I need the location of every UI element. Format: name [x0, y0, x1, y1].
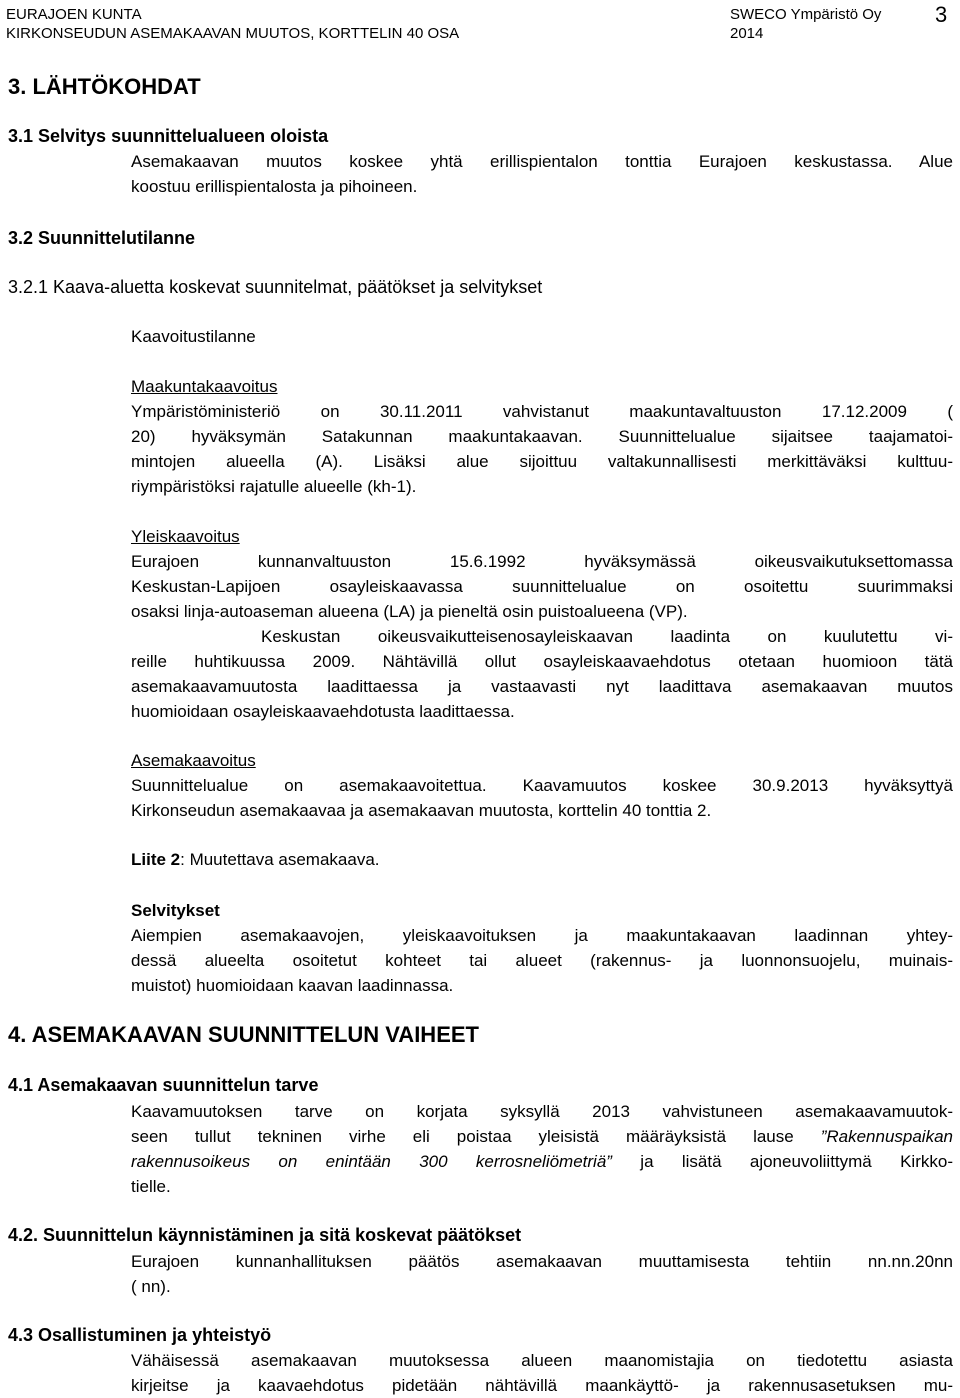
selvitykset-heading: Selvitykset: [131, 901, 220, 920]
section-3-1-body: [131, 149, 953, 199]
text-line: Kirkonseudun asemakaavaa ja asemakaavan muutosta, korttelin 40 tonttia 2.: [131, 801, 712, 820]
text-line: osaksi linja-autoaseman alueena (LA) ja pieneltä osin puistoalueena (VP).: [131, 602, 688, 621]
text-line: Vähäisessä asemakaavan muutoksessa alueen maanomistajia on tiedotettu asiasta: [131, 1351, 953, 1370]
text-line: reille huhtikuussa 2009. Nähtävillä ollut osayleiskaavaehdotus otetaan huomioon tätä: [131, 652, 953, 671]
text-line: huomioidaan osayleiskaavaehdotusta laadittaessa.: [131, 702, 515, 721]
text-run: seen tullut tekninen virhe eli poistaa yleisistä määräyksistä lause: [131, 1127, 821, 1146]
quoted-text: rakennusoikeus on enintään 300 kerrosneliömetriä”: [131, 1152, 612, 1171]
text-line: dessä alueelta osoitetut kohteet tai alueet (rakennus- ja luonnonsuojelu, muinais-: [131, 951, 953, 970]
maakuntakaavoitus-heading: Maakuntakaavoitus: [131, 377, 278, 396]
quoted-text: ”Rakennuspaikan: [820, 1127, 953, 1146]
text-line: [131, 1149, 953, 1174]
kaavoitustilanne-heading: Kaavoitustilanne: [131, 327, 256, 346]
text-line: ( nn).: [131, 1277, 171, 1296]
section-4-2-heading: 4.2. Suunnittelun käynnistäminen ja sitä koskevat päätökset: [8, 1225, 522, 1245]
text-line: Ympäristöministeriö on 30.11.2011 vahvistanut maakuntavaltuuston 17.12.2009 (: [131, 402, 953, 421]
page-number: 3: [935, 2, 948, 27]
text-line: koostuu erillispientalosta ja pihoineen.: [131, 177, 418, 196]
text-line: Eurajoen kunnanvaltuuston 15.6.1992 hyväksymässä oikeusvaikutuksettomassa: [131, 552, 953, 571]
header-year: 2014: [730, 25, 764, 42]
text-line: Suunnittelualue on asemakaavoitettua. Kaavamuutos koskee 30.9.2013 hyväksyttyä: [131, 776, 953, 795]
section-4-1-heading: 4.1 Asemakaavan suunnittelun tarve: [8, 1075, 319, 1095]
section-3-2-1-heading: 3.2.1 Kaava-aluetta koskevat suunnitelmat, päätökset ja selvitykset: [8, 277, 543, 297]
text-line: [131, 1124, 953, 1149]
liite-label: Liite 2: [131, 850, 181, 869]
text-line: Asemakaavan muutos koskee yhtä erillispientalon tonttia Eurajoen keskustassa. Alue: [131, 152, 953, 171]
section-4-1-body: [131, 1099, 953, 1199]
text-line: Eurajoen kunnanhallituksen päätös asemakaavan muuttamisesta tehtiin nn.nn.20nn: [131, 1252, 953, 1271]
section-3-2-heading: 3.2 Suunnittelutilanne: [8, 228, 196, 248]
section-4-3-body: [131, 1348, 953, 1398]
text-line: Keskustan oikeusvaikutteisenosayleiskaavan laadinta on kuulutettu vi-: [261, 627, 953, 646]
text-line: Kaavamuutoksen tarve on korjata syksyllä 2013 vahvistuneen asemakaavamuutok-: [131, 1102, 953, 1121]
text-line: tielle.: [131, 1177, 171, 1196]
section-4-2-body: [131, 1249, 953, 1299]
asemakaavoitus-body: [131, 773, 953, 823]
selvitykset-body: [131, 923, 953, 998]
liite-note: [131, 847, 380, 872]
text-line: 20) hyväksymän Satakunnan maakuntakaavan. Suunnittelualue sijaitsee taajamatoi-: [131, 427, 953, 446]
section-3-heading: 3. LÄHTÖKOHDAT: [8, 74, 201, 99]
header-document-title: KIRKONSEUDUN ASEMAKAAVAN MUUTOS, KORTTELIN 40 OSA: [6, 25, 460, 42]
liite-text: : Muutettava asemakaava.: [180, 850, 380, 869]
text-line: mintojen alueella (A). Lisäksi alue sijoittuu valtakunnallisesti merkittäväksi kulttuu-: [131, 452, 953, 471]
asemakaavoitus-heading: Asemakaavoitus: [131, 751, 256, 770]
text-line: Aiempien asemakaavojen, yleiskaavoituksen ja maakuntakaavan laadinnan yhtey-: [131, 926, 953, 945]
yleiskaavoitus-heading: Yleiskaavoitus: [131, 527, 240, 546]
text-line: kirjeitse ja kaavaehdotus pidetään nähtävillä maankäyttö- ja rakennusasetuksen mu-: [131, 1376, 953, 1395]
yleiskaavoitus-body: [131, 549, 953, 724]
text-line: muistot) huomioidaan kaavan laadinnassa.: [131, 976, 454, 995]
section-4-heading: 4. ASEMAKAAVAN SUUNNITTELUN VAIHEET: [8, 1022, 479, 1047]
maakuntakaavoitus-body: [131, 399, 953, 499]
header-org: EURAJOEN KUNTA: [6, 6, 142, 23]
header-company: SWECO Ympäristö Oy: [730, 6, 882, 23]
section-4-3-heading: 4.3 Osallistuminen ja yhteistyö: [8, 1325, 272, 1345]
section-3-1-heading: 3.1 Selvitys suunnittelualueen oloista: [8, 126, 329, 146]
text-line: Keskustan-Lapijoen osayleiskaavassa suunnittelualue on osoitettu suurimmaksi: [131, 577, 953, 596]
text-line: asemakaavamuutosta laadittaessa ja vastaavasti nyt laadittava asemakaavan muutos: [131, 677, 953, 696]
text-line: riympäristöksi rajatulle alueelle (kh-1).: [131, 477, 417, 496]
text-run: ja lisätä ajoneuvoliittymä Kirkko-: [611, 1152, 953, 1171]
